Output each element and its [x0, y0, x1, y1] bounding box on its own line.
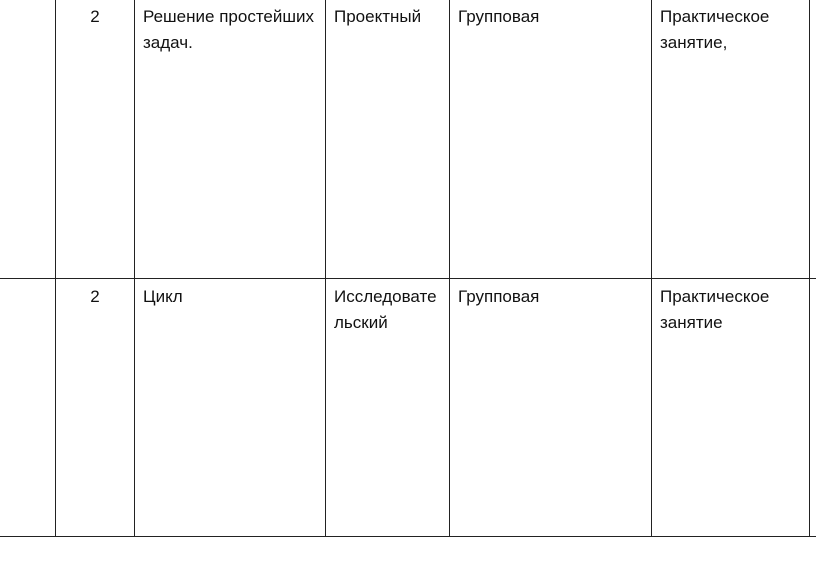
- activity-type-line: льский: [334, 313, 388, 332]
- activity-type-line: Исследовате: [334, 287, 437, 306]
- lesson-number-line: [0, 284, 55, 310]
- lesson-number-cell: [0, 0, 56, 279]
- lesson-number-line: [0, 310, 55, 336]
- topic-line: Цикл: [143, 287, 183, 306]
- table-row: [0, 279, 816, 537]
- hours-cell: [56, 0, 135, 279]
- hours-value: 2: [90, 7, 100, 26]
- hours-value: 2: [90, 287, 100, 306]
- topic-line: Решение простейших: [143, 7, 314, 26]
- table-row: [0, 0, 816, 279]
- topic-cell: [135, 0, 326, 279]
- lesson-type-cell: [652, 279, 810, 537]
- topic-line: задач.: [143, 33, 193, 52]
- activity-type-cell: [326, 0, 450, 279]
- extra-cell: [810, 0, 816, 279]
- lesson-type-line: занятие,: [660, 33, 728, 52]
- work-form-cell: [450, 279, 652, 537]
- work-form-cell: [450, 0, 652, 279]
- lesson-number-cell: [0, 279, 56, 537]
- hours-cell: [56, 279, 135, 537]
- lesson-type-line: Практическое: [660, 7, 770, 26]
- lesson-type-line: Практическое: [660, 287, 770, 306]
- lesson-number-line: [0, 30, 55, 56]
- lesson-number-line: [0, 4, 55, 30]
- work-form-value: Групповая: [458, 287, 540, 306]
- lesson-type-line: занятие: [660, 313, 723, 332]
- activity-type-cell: [326, 279, 450, 537]
- extra-cell: [810, 279, 816, 537]
- work-form-value: Групповая: [458, 7, 540, 26]
- topic-cell: [135, 279, 326, 537]
- lesson-type-cell: [652, 0, 810, 279]
- activity-type-line: Проектный: [334, 7, 422, 26]
